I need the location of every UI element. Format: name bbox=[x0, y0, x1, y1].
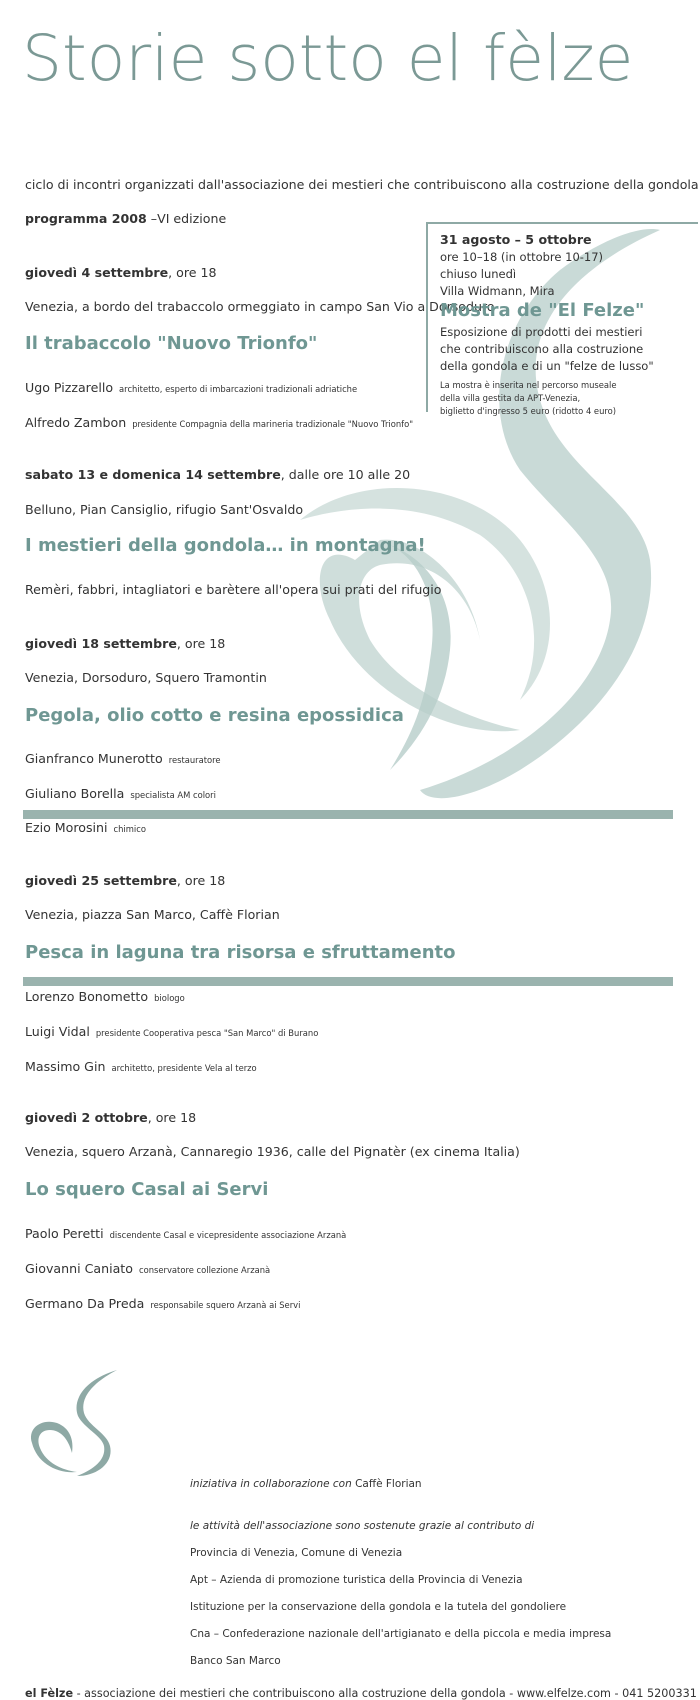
event-2-date-time: , dalle ore 10 alle 20 bbox=[280, 467, 411, 482]
exhibition-dates: 31 agosto – 5 ottobre bbox=[440, 232, 592, 247]
speaker-role: presidente Cooperativa pesca "San Marco" di Burano bbox=[95, 1028, 319, 1038]
event-5-speaker-2 bbox=[25, 1261, 700, 1276]
speaker-role: restauratore bbox=[168, 755, 221, 765]
speaker-name: Luigi Vidal bbox=[25, 1024, 90, 1039]
event-1-speaker-2 bbox=[25, 415, 700, 430]
exhibition-note-3: biglietto d'ingresso 5 euro (ridotto 4 euro) bbox=[440, 406, 617, 416]
exhibition-desc-2: che contribuiscono alla costruzione bbox=[440, 342, 644, 356]
speaker-role: discendente Casal e vicepresidente associazione Arzanà bbox=[109, 1230, 347, 1240]
exhibition-note-1: La mostra è inserita nel percorso museale bbox=[440, 380, 617, 390]
event-3-speaker-3 bbox=[25, 820, 700, 835]
speaker-role: chimico bbox=[113, 824, 146, 834]
event-4-speaker-3 bbox=[25, 1059, 700, 1074]
event-5-date bbox=[25, 1110, 700, 1125]
event-4-place: Venezia, piazza San Marco, Caffè Florian bbox=[25, 907, 280, 922]
event-2-title: I mestieri della gondola… in montagna! bbox=[25, 535, 426, 556]
event-5-speaker-1 bbox=[25, 1226, 700, 1241]
speaker-name: Giovanni Caniato bbox=[25, 1261, 133, 1276]
speaker-name: Alfredo Zambon bbox=[25, 415, 127, 430]
event-3-date-time: , ore 18 bbox=[176, 636, 226, 651]
collaboration-line bbox=[190, 1478, 700, 1490]
event-3-speaker-1 bbox=[25, 751, 700, 766]
sponsor-3: Istituzione per la conservazione della gondola e la tutela del gondoliere bbox=[190, 1601, 567, 1613]
organization-name: el Fèlze bbox=[25, 1687, 74, 1700]
event-2-date bbox=[25, 467, 700, 482]
organization-details: - associazione dei mestieri che contribuiscono alla costruzione della gondola - www.elfelze.com - 041 5200331 bbox=[73, 1687, 697, 1700]
speaker-role: biologo bbox=[154, 993, 185, 1003]
exhibition-venue: Villa Widmann, Mira bbox=[440, 284, 555, 298]
speaker-name: Ugo Pizzarello bbox=[25, 380, 114, 395]
event-5-speaker-3 bbox=[25, 1296, 700, 1311]
event-1-place: Venezia, a bordo del trabaccolo ormeggiato in campo San Vio a Dorsoduro bbox=[25, 299, 495, 314]
event-4-speaker-1 bbox=[25, 989, 700, 1004]
event-3-speaker-2 bbox=[25, 786, 700, 801]
exhibition-note-2: della villa gestita da APT-Venezia, bbox=[440, 393, 581, 403]
exhibition-desc-1: Esposizione di prodotti dei mestieri bbox=[440, 325, 643, 339]
footer-bottom-rule bbox=[23, 977, 673, 986]
collaboration-partner: Caffè Florian bbox=[351, 1478, 422, 1490]
page-title: Storie sotto el fèlze bbox=[22, 22, 634, 95]
collaboration-label: iniziativa in collaborazione con bbox=[190, 1478, 352, 1490]
event-4-date bbox=[25, 873, 700, 888]
event-2-date-day: sabato 13 e domenica 14 settembre bbox=[25, 467, 281, 482]
speaker-role: conservatore collezione Arzanà bbox=[138, 1265, 271, 1275]
event-3-place: Venezia, Dorsoduro, Squero Tramontin bbox=[25, 670, 267, 685]
event-2-place: Belluno, Pian Cansiglio, rifugio Sant'Osvaldo bbox=[25, 502, 304, 517]
watermark-tail bbox=[390, 545, 451, 770]
program-label: programma 2008 bbox=[25, 211, 147, 226]
event-1-date-day: giovedì 4 settembre bbox=[25, 265, 169, 280]
organization-credit bbox=[25, 1687, 700, 1700]
event-4-date-day: giovedì 25 settembre bbox=[25, 873, 177, 888]
event-2-description: Remèri, fabbri, intagliatori e barètere all'opera sui prati del rifugio bbox=[25, 582, 442, 597]
exhibition-desc-3: della gondola e di un "felze de lusso" bbox=[440, 359, 654, 373]
speaker-role: presidente Compagnia della marineria tradizionale "Nuovo Trionfo" bbox=[132, 419, 414, 429]
exhibition-closed: chiuso lunedì bbox=[440, 267, 517, 281]
speaker-role: architetto, presidente Vela al terzo bbox=[111, 1063, 257, 1073]
speaker-name: Gianfranco Munerotto bbox=[25, 751, 163, 766]
event-1-date-time: , ore 18 bbox=[168, 265, 217, 280]
speaker-name: Germano Da Preda bbox=[25, 1296, 145, 1311]
speaker-role: specialista AM colori bbox=[130, 790, 216, 800]
event-4-speaker-2 bbox=[25, 1024, 700, 1039]
event-5-title: Lo squero Casal ai Servi bbox=[25, 1179, 269, 1200]
speaker-name: Massimo Gin bbox=[25, 1059, 106, 1074]
exhibition-hours: ore 10–18 (in ottobre 10-17) bbox=[440, 250, 604, 264]
edition-label: –VI edizione bbox=[146, 211, 227, 226]
speaker-role: architetto, esperto di imbarcazioni tradizionali adriatiche bbox=[119, 384, 358, 394]
speaker-name: Ezio Morosini bbox=[25, 820, 108, 835]
event-5-date-time: , ore 18 bbox=[147, 1110, 197, 1125]
sponsor-5: Banco San Marco bbox=[190, 1655, 281, 1667]
exhibition-title: Mostra de "El Felze" bbox=[440, 300, 645, 321]
event-3-date-day: giovedì 18 settembre bbox=[25, 636, 177, 651]
speaker-name: Giuliano Borella bbox=[25, 786, 125, 801]
sponsor-4: Cna – Confederazione nazionale dell'artigianato e della piccola e media impresa bbox=[190, 1628, 612, 1640]
felze-logo-icon bbox=[22, 1368, 132, 1478]
sponsor-1: Provincia di Venezia, Comune di Venezia bbox=[190, 1547, 403, 1559]
speaker-role: responsabile squero Arzanà ai Servi bbox=[150, 1300, 301, 1310]
event-4-title: Pesca in laguna tra risorsa e sfruttamento bbox=[25, 942, 456, 963]
event-4-date-time: , ore 18 bbox=[176, 873, 226, 888]
event-5-place: Venezia, squero Arzanà, Cannaregio 1936, calle del Pignatèr (ex cinema Italia) bbox=[25, 1144, 520, 1159]
speaker-name: Lorenzo Bonometto bbox=[25, 989, 149, 1004]
subtitle: ciclo di incontri organizzati dall'associazione dei mestieri che contribuiscono alla costruzione della gondola bbox=[25, 177, 699, 192]
support-heading: le attività dell'associazione sono sostenute grazie al contributo di bbox=[190, 1520, 535, 1532]
event-3-title: Pegola, olio cotto e resina epossidica bbox=[25, 705, 404, 726]
event-1-title: Il trabaccolo "Nuovo Trionfo" bbox=[25, 333, 318, 354]
speaker-name: Paolo Peretti bbox=[25, 1226, 104, 1241]
event-3-date bbox=[25, 636, 700, 651]
sponsor-2: Apt – Azienda di promozione turistica della Provincia di Venezia bbox=[190, 1574, 523, 1586]
footer-top-rule bbox=[23, 810, 673, 819]
event-5-date-day: giovedì 2 ottobre bbox=[25, 1110, 148, 1125]
